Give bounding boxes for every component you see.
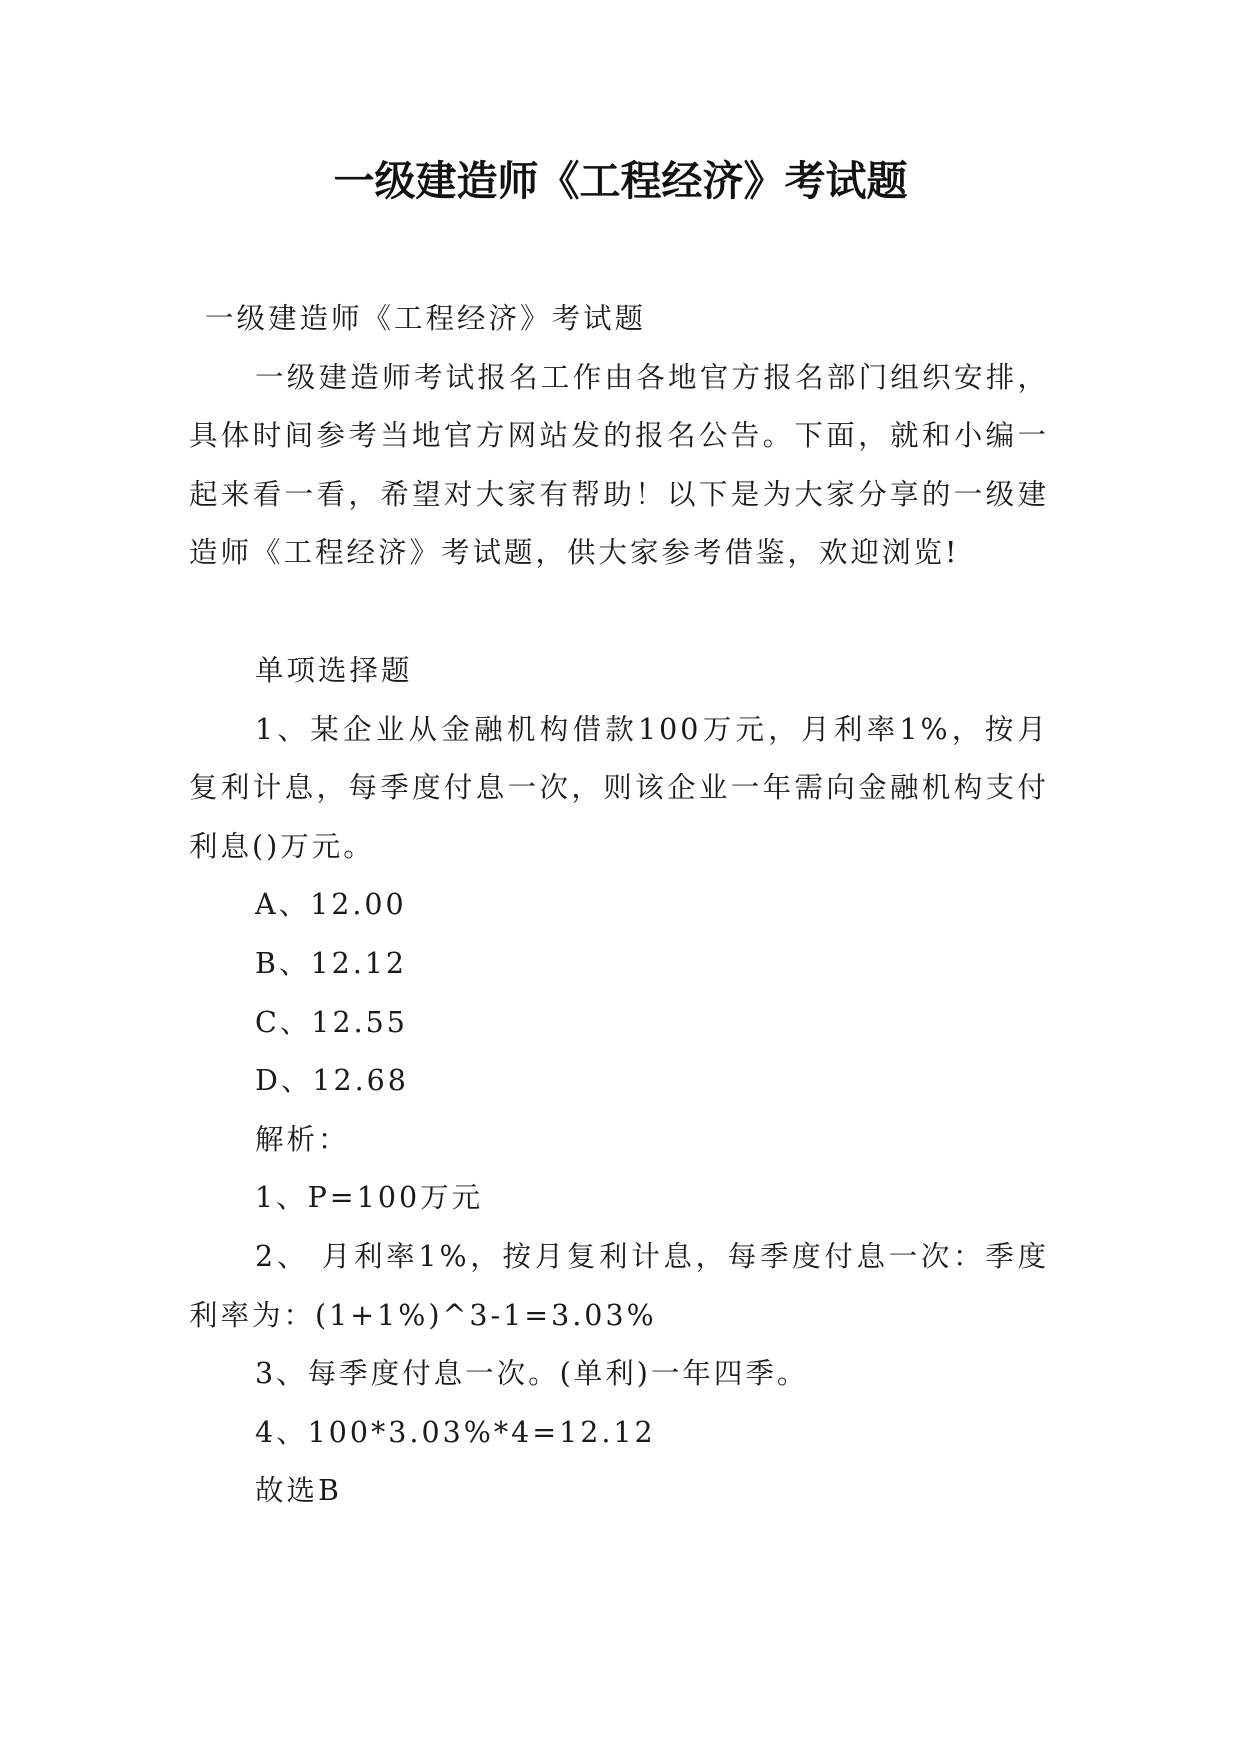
question-stem: 1、某企业从金融机构借款100万元，月利率1%，按月复利计息，每季度付息一次，则该企业一年需向金融机构支付利息()万元。	[189, 712, 1049, 863]
analysis-step-1: 1、P=100万元	[255, 1181, 484, 1215]
analysis-step-4: 4、100*3.03%*4=12.12	[255, 1415, 656, 1449]
option-b: B、12.12	[255, 946, 408, 980]
paragraph-spacer	[189, 583, 1049, 642]
section-heading: 单项选择题	[255, 653, 413, 687]
analysis-conclusion: 故选B	[255, 1474, 342, 1508]
analysis-step-2: 2、 月利率1%，按月复利计息，每季度付息一次：季度利率为：(1+1%)^3-1=3.03%	[189, 1239, 1049, 1332]
option-d: D、12.68	[255, 1064, 409, 1098]
analysis-step-3: 3、每季度付息一次。(单利)一年四季。	[255, 1357, 809, 1391]
intro-paragraph: 一级建造师考试报名工作由各地官方报名部门组织安排，具体时间参考当地官方网站发的报名公告。下面，就和小编一起来看一看，希望对大家有帮助！以下是为大家分享的一级建造师《工程经济》考试题，供大家参考借鉴，欢迎浏览!	[189, 360, 1049, 570]
document-subtitle: 一级建造师《工程经济》考试题	[205, 302, 647, 335]
option-c: C、12.55	[255, 1005, 408, 1039]
document-body	[189, 290, 1049, 1521]
option-a: A、12.00	[255, 888, 407, 922]
analysis-heading: 解析：	[255, 1122, 350, 1156]
document-title: 一级建造师《工程经济》考试题	[333, 157, 908, 205]
